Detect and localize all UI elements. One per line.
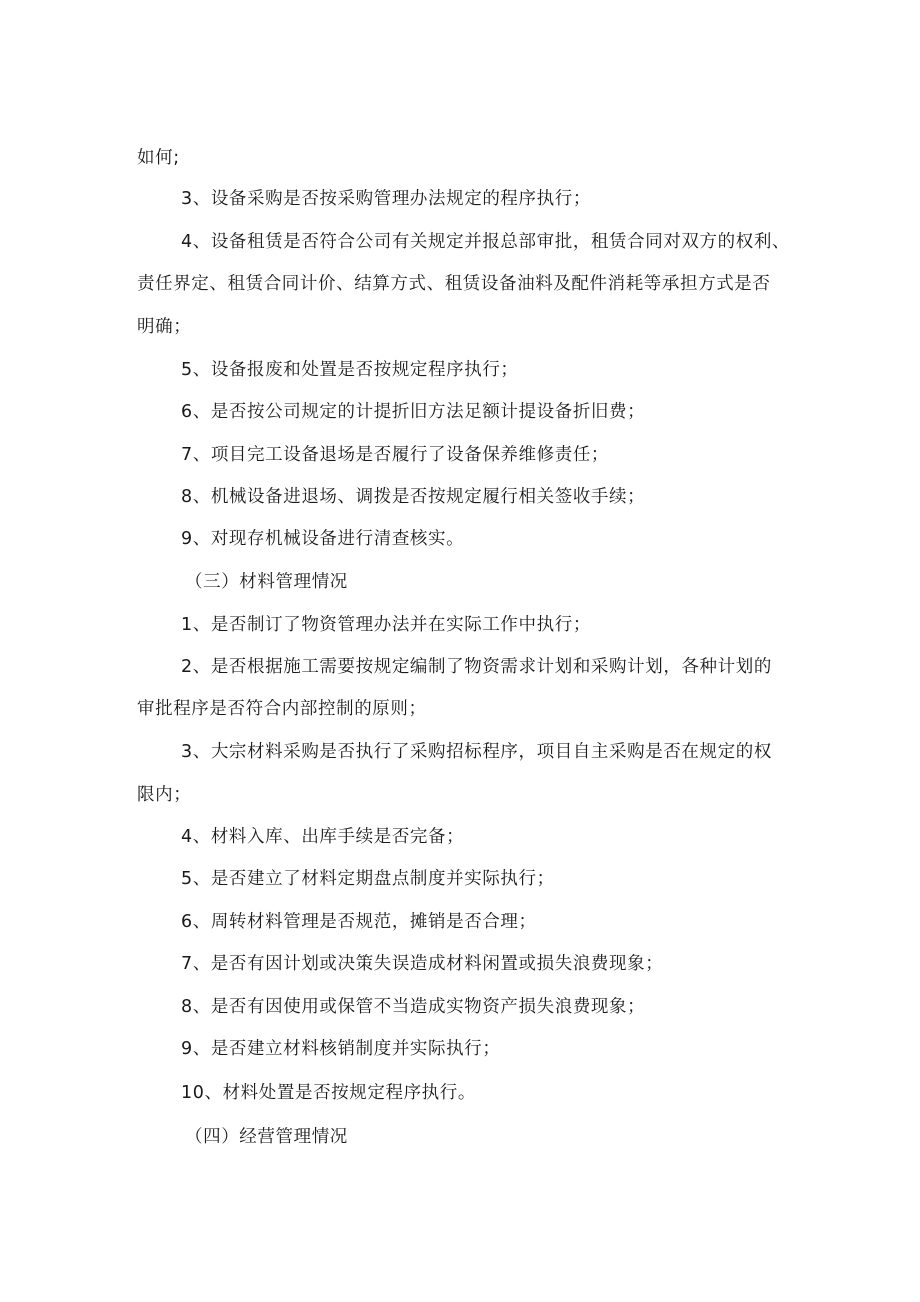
text-line: 8、机械设备进退场、调拨是否按规定履行相关签收手续； bbox=[181, 487, 646, 507]
text-line: 2、是否根据施工需要按规定编制了物资需求计划和采购计划，各种计划的 bbox=[181, 657, 772, 677]
text-line: 6、是否按公司规定的计提折旧方法足额计提设备折旧费； bbox=[181, 402, 646, 422]
text-line: 4、设备租赁是否符合公司有关规定并报总部审批，租赁合同对双方的权利、 bbox=[181, 232, 791, 252]
text-line: 3、设备采购是否按采购管理办法规定的程序执行； bbox=[181, 189, 591, 209]
text-line: 9、对现存机械设备进行清查核实。 bbox=[181, 529, 465, 549]
text-line: 责任界定、租赁合同计价、结算方式、租赁设备油料及配件消耗等承担方式是否 bbox=[137, 274, 771, 294]
text-line: 3、大宗材料采购是否执行了采购招标程序，项目自主采购是否在规定的权 bbox=[181, 742, 772, 762]
text-line: 5、设备报废和处置是否按规定程序执行； bbox=[181, 360, 519, 380]
text-line: 4、材料入库、出库手续是否完备； bbox=[181, 827, 465, 847]
text-line: 5、是否建立了材料定期盘点制度并实际执行； bbox=[181, 869, 555, 889]
text-line: 10、材料处置是否按规定程序执行。 bbox=[181, 1083, 476, 1103]
text-line: 9、是否建立材料核销制度并实际执行； bbox=[181, 1039, 501, 1059]
text-line: 明确； bbox=[137, 317, 192, 337]
section-heading: （三）材料管理情况 bbox=[185, 572, 348, 592]
text-line: 审批程序是否符合内部控制的原则； bbox=[137, 699, 427, 719]
section-heading: （四）经营管理情况 bbox=[185, 1127, 348, 1147]
text-line: 7、项目完工设备退场是否履行了设备保养维修责任； bbox=[181, 445, 610, 465]
text-line: 限内； bbox=[137, 785, 192, 805]
text-line: 1、是否制订了物资管理办法并在实际工作中执行； bbox=[181, 615, 591, 635]
text-line: 8、是否有因使用或保管不当造成实物资产损失浪费现象； bbox=[181, 997, 646, 1017]
text-line: 7、是否有因计划或决策失误造成材料闲置或损失浪费现象； bbox=[181, 954, 664, 974]
text-line: 如何; bbox=[137, 148, 180, 168]
text-line: 6、周转材料管理是否规范，摊销是否合理； bbox=[181, 912, 537, 932]
